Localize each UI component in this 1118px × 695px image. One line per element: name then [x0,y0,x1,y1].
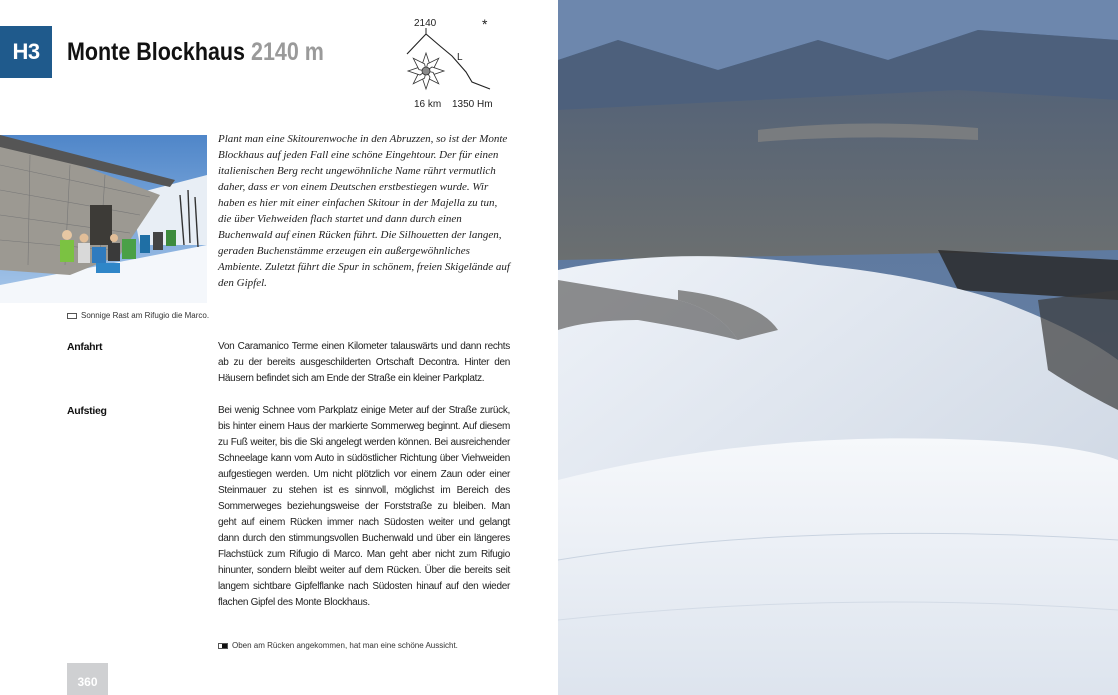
ridge-photo-image [558,0,1118,695]
tour-distance: 16 km [414,99,442,110]
ascent-label: Aufstieg [67,405,107,417]
approach-label: Anfahrt [67,341,103,353]
hut-caption-text: Sonnige Rast am Rifugio die Marco. [81,311,210,320]
left-page [0,0,558,695]
tour-ascent: 1350 Hm [452,99,493,110]
intro-text: Plant man eine Skitourenwoche in den Abruzzen, so ist der Monte Blockhaus auf jeden Fall eine schöne Eingehtour. Der für einen italienischen Berg recht ungewöhnliche Name rührt vermutlich daher, dass er von einem Deutschen erstbestiegen wurde. Wir haben es hier mit einer einfachen Skitour in der Majella zu tun, die über Viehweiden flach startet und dann durch einen Buchenwald auf einen Rücken führt. Die Silhouetten der langen, geraden Buchenstämme erzeugen ein außergewöhnliches Ambiente. Zuletzt führt die Spur in schönem, freien Skigelände auf den Gipfel. [218,133,510,289]
approach-text: Von Caramanico Terme einen Kilometer talauswärts und dann rechts ab zu der bereits ausgeschilderten Ortschaft Decontra. Hinter den Häusern befindet sich am Ende der Straße ein kleiner Parkplatz. [218,341,510,384]
page-number: 360 [67,663,108,695]
tour-id-badge: H3 [0,26,52,78]
photo-reference-icon [67,313,77,319]
difficulty-grade: L [457,52,463,63]
tour-name: Monte Blockhaus [67,38,246,66]
summit-altitude: 2140 [414,18,437,29]
star-marker-icon: * [482,16,488,32]
ridge-caption-text: Oben am Rücken angekommen, hat man eine schöne Aussicht. [232,641,458,650]
ridge-photo-caption [218,641,458,650]
ridge-photo [558,0,1118,695]
hut-photo-image [0,135,207,303]
elevation-profile [400,14,510,114]
intro-paragraph [218,131,510,291]
photo-reference-icon [218,643,228,649]
tour-elevation: 2140 m [250,38,324,66]
ascent-text: Bei wenig Schnee vom Parkplatz einige Meter auf der Straße zurück, bis hinter einem Haus der markierte Sommerweg beginnt. Auf diesem zu Fuß weiter, bis die Ski angelegt werden können. Bei ausreichender Schneelage kann vom Auto in südöstlicher Richtung über Viehweiden aufgestiegen werden. Um nicht plötzlich vor einem Zaun oder einer Steinmauer zu stehen ist es sinnvoll, möglichst im Bereich des Sommerweges beziehungsweise der Forststraße zu bleiben. Man geht auf einem Rücken immer nach Südosten weiter und gelangt dann durch den stimmungsvollen Buchenwald und über ein längeres Flachstück zum Rifugio di Marco. Man geht aber nicht zum Rifugio hinunter, sondern bleibt weiter auf dem Rücken. Über die bereits seit langem sichtbare Gipfelflanke nach Südosten hinauf auf den wieder flachen Gipfel des Monte Blockhaus. [218,405,510,608]
snowflake-rosette-icon [408,53,444,89]
hut-photo [0,135,207,303]
page-title [67,36,324,68]
hut-photo-caption [67,311,209,320]
